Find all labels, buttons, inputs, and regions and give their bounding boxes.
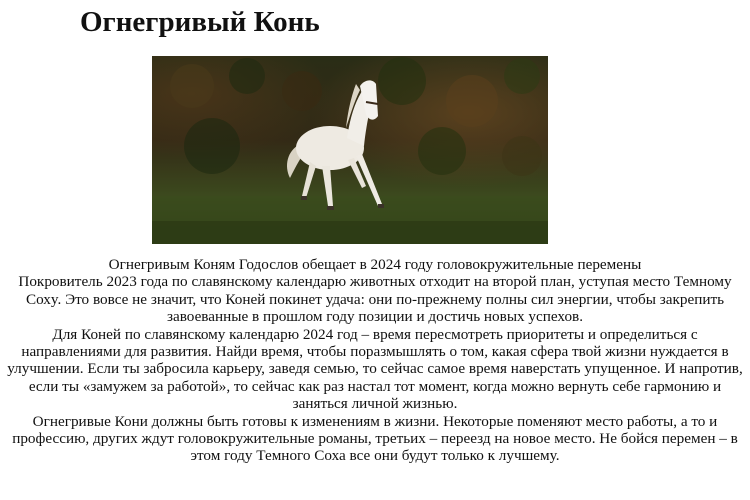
paragraph-changes: Огнегривые Кони должны быть готовы к изменениям в жизни. Некоторые поменяют место работы, а то и профессию, других ждут головокружительные романы, третьих – переезд на новое место. Не бойся перемен – в этом году Темного Соха все они будут только к лучшему. bbox=[12, 412, 738, 465]
paragraph-intro: Огнегривым Коням Годослов обещает в 2024 году головокружительные перемены bbox=[108, 256, 642, 273]
paragraph-patron: Покровитель 2023 года по славянскому календарю животных отходит на второй план, уступая место Темному Сохy. Это вовсе не значит, что Коней покинет удача: они по-прежнему полны сил энергии, чтобы закрепить завоеванные в прошлом году позиции и достичь новых успехов. bbox=[18, 273, 732, 326]
article-text bbox=[6, 256, 744, 465]
page-title: Огнегривый Конь bbox=[80, 6, 320, 38]
paragraph-priorities: Для Коней по славянскому календарю 2024 год – время пересмотреть приоритеты и определиться с направлениями для развития. Найди время, чтобы поразмышлять о том, какая сфера твой жизни нуждается в улучшении. Если ты забросила карьеру, заведя семью, то сейчас самое время наверстать упущенное. И напротив, если ты «замужем за работой», то сейчас как раз настал тот момент, когда можно вернуть себе гармонию и заняться личной жизнью. bbox=[7, 325, 743, 413]
white-horse-photo bbox=[152, 56, 548, 244]
